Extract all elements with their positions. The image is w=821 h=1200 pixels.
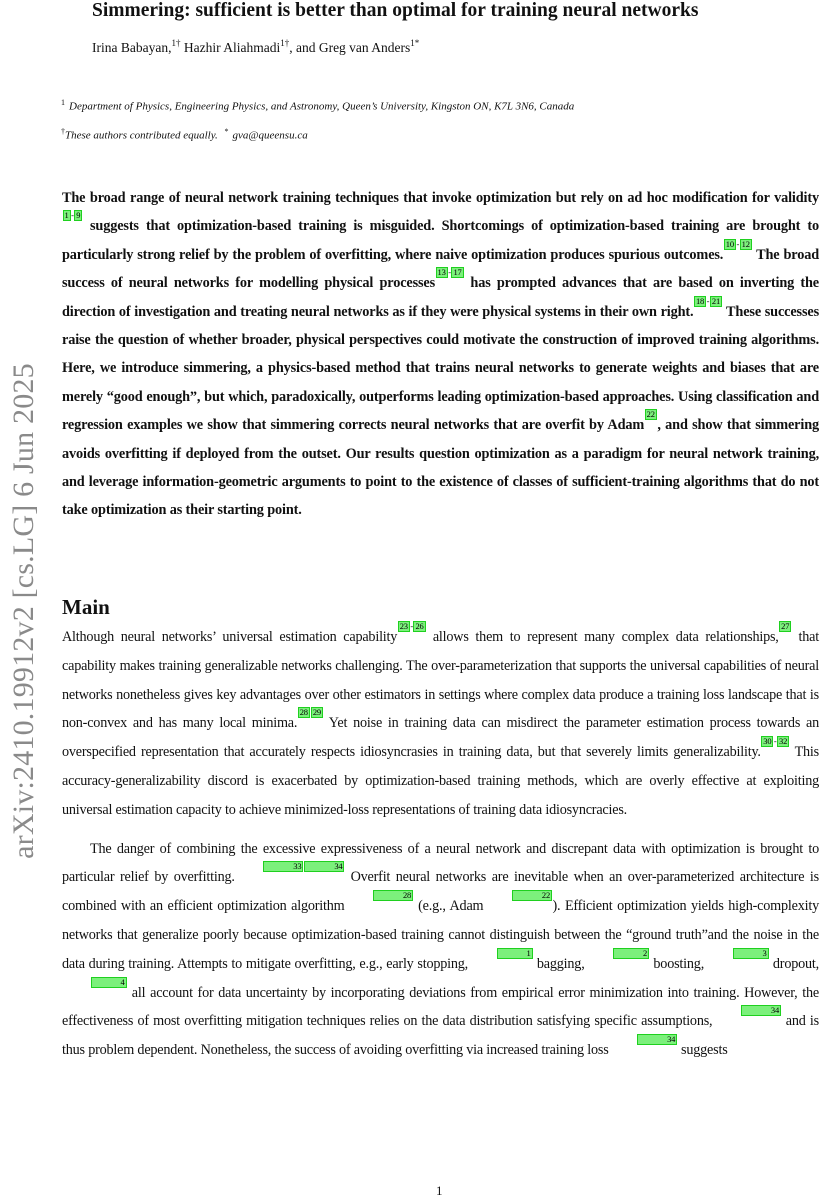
paragraph-text: ). Efficient optimization yields high-complexity networks that generalize poorly because optimization-based training cannot distinguish between the “ground truth”and the noise in the data during training. Attempts to mitigate overfitting, e.g., early stopping, — [62, 898, 819, 972]
corresponding-email[interactable]: gva@queensu.ca — [232, 129, 308, 142]
paragraph — [62, 835, 819, 1065]
citation-link[interactable]: 4 — [91, 977, 127, 988]
author-mark: 1† — [280, 37, 290, 48]
citation[interactable]: 23 - 26 — [399, 621, 424, 631]
citation[interactable] — [585, 948, 650, 959]
paragraph-text: all account for data uncertainty by incorporating deviations from empirical error minimization into training. However, the effectiveness of most overfitting mitigation techniques relies on the data distribution satisfying specific assumptions, — [62, 984, 819, 1030]
paragraph-text: Although neural networks’ universal estimation capability — [62, 629, 398, 645]
citation[interactable] — [344, 890, 413, 901]
equal-contribution-note: These authors contributed equally. — [65, 129, 218, 142]
abstract-text: suggests that optimization-based training is misguided. Shortcomings of optimization-based training are brought to particularly strong relief by the problem of overfitting, where naive optimization produces spurious outcomes. — [62, 218, 819, 263]
paragraph-text: that capability makes training generalizable networks challenging. The over-parameterization that supports the universal capabilities of neural networks nonetheless gives key advantages over other estimators in settings where complex data produce a training loss landscape that is non-convex and has many local minima. — [62, 629, 820, 732]
corresponding-mark: * — [224, 127, 229, 136]
author-mark: 1* — [410, 37, 420, 48]
citation[interactable]: 1 - 9 — [64, 210, 81, 221]
paragraph-text: Yet noise in training data can misdirect the parameter estimation process towards an overspecified representation that accurately respects idiosyncrasies in training data, but that severely limits generalizability. — [62, 715, 819, 761]
citation[interactable] — [704, 948, 769, 959]
abstract-text: The broad range of neural network training techniques that invoke optimization but rely on ad hoc modification for validity — [62, 190, 819, 206]
citation[interactable] — [644, 409, 657, 420]
citation-link[interactable]: 9 — [76, 210, 81, 221]
citation-link[interactable]: 32 — [779, 736, 788, 747]
abstract-text: The broad success of neural networks for modelling physical processes — [62, 246, 819, 292]
citation[interactable]: 13 - 17 — [437, 267, 462, 278]
citation-link[interactable]: 10 — [725, 238, 734, 249]
author-name: Hazhir Aliahmadi — [183, 40, 281, 55]
author-mark: 1† — [171, 37, 181, 48]
citation[interactable] — [235, 861, 345, 872]
citation-link[interactable]: 27 — [781, 621, 790, 631]
citation[interactable] — [779, 621, 792, 632]
author-name: , and Greg van Anders — [289, 40, 411, 55]
citation[interactable]: 30 - 32 — [763, 736, 788, 747]
citation-link[interactable]: 22 — [646, 409, 655, 420]
citation-link[interactable]: 28 — [299, 707, 308, 718]
author-notes — [61, 127, 308, 142]
author-list — [92, 37, 420, 56]
paragraph-text: This accuracy-generalizability discord is exacerbated by optimization-based training methods, which are overly effective at exploiting universal estimation capacity to achieve minimized-loss representations of training data idiosyncracies. — [62, 744, 819, 818]
citation-link[interactable]: 2 — [613, 948, 649, 959]
citation[interactable]: 10 - 12 — [725, 238, 750, 249]
abstract — [62, 184, 819, 525]
paragraph-text: Overfit neural networks are inevitable when an over-parameterized architecture is combined with an efficient optimization algorithm — [62, 869, 819, 915]
abstract-text: , and show that simmering avoids overfitting if deployed from the outset. Our results question optimization as a paradigm for neural network training, and leverage information-geometric arguments to point to the existence of classes of sufficient-training algorithms that do not take optimization as their starting point. — [62, 417, 820, 519]
paragraph-text: and is thus problem dependent. Nonetheless, the success of avoiding overfitting via increased training loss — [62, 1013, 819, 1059]
paragraph-text: (e.g., Adam — [413, 898, 484, 915]
paragraph-text: The danger of combining the excessive expressiveness of a neural network and discrepant data with optimization is brought to particular relief by overfitting. — [62, 840, 819, 886]
paragraph-text: allows them to represent many complex data relationships, — [426, 629, 779, 645]
paragraph-text: suggests — [677, 1042, 728, 1059]
affiliation-text: Department of Physics, Engineering Physics, and Astronomy, Queen’s University, Kingston ON, K7L 3N6, Canada — [69, 100, 575, 113]
arxiv-stamp-text: arXiv:2410.19912v2 [cs.LG] 6 Jun 2025 — [7, 362, 40, 859]
citation-link[interactable]: 3 — [733, 948, 769, 959]
equal-contribution-mark: † — [61, 127, 65, 136]
arxiv-identifier-stamp — [0, 318, 48, 903]
citation-link[interactable]: 17 — [453, 267, 462, 278]
citation[interactable] — [483, 890, 552, 901]
abstract-text: has prompted advances that are based on inverting the direction of investigation and treating neural networks as if they were physical systems in their own right. — [62, 275, 820, 320]
citation-link[interactable]: 29 — [312, 707, 321, 718]
citation-link[interactable]: 23 — [399, 621, 408, 631]
paragraph-text: bagging, — [533, 955, 585, 972]
citation-link[interactable]: 34 — [741, 1005, 781, 1016]
citation-link[interactable]: 18 — [695, 295, 705, 306]
paragraph — [62, 623, 819, 825]
section-heading: Main — [62, 595, 110, 619]
citation-link[interactable]: 21 — [711, 295, 721, 306]
citation-link[interactable]: 30 — [763, 736, 772, 747]
citation-link[interactable]: 28 — [373, 890, 413, 901]
citation-link[interactable]: 34 — [304, 861, 344, 872]
citation[interactable] — [62, 977, 127, 988]
citation-link[interactable]: 33 — [263, 861, 303, 872]
citation[interactable]: 18 - 21 — [695, 295, 721, 306]
paragraph-text: boosting, — [649, 955, 705, 972]
citation[interactable] — [609, 1034, 678, 1045]
paper-title: Simmering: sufficient is better than optimal for training neural networks — [92, 0, 699, 21]
citation-link[interactable]: 12 — [741, 238, 750, 249]
citation[interactable] — [712, 1005, 781, 1016]
page-number: 1 — [436, 1183, 443, 1198]
citation-link[interactable]: 22 — [512, 890, 552, 901]
affiliation — [61, 98, 574, 113]
citation[interactable] — [468, 948, 533, 959]
citation-link[interactable]: 1 — [64, 210, 69, 221]
abstract-text: These successes raise the question of whether broader, physical perspectives could motivate the construction of improved training algorithms. Here, we introduce simmering, a physics-based method that trains neural networks to generate weights and biases that are merely “good enough”, but which, paradoxically, outperforms leading optimization-based approaches. Using classification and regression examples we show that simmering corrects neural networks that are overfit by Adam — [62, 303, 819, 434]
section-body — [62, 623, 819, 1065]
citation-link[interactable]: 1 — [497, 948, 533, 959]
paragraph-text: dropout, — [769, 955, 819, 972]
citation-link[interactable]: 26 — [415, 621, 424, 631]
affiliation-mark: 1 — [61, 98, 65, 107]
citation-link[interactable]: 34 — [637, 1034, 677, 1045]
citation[interactable] — [297, 707, 323, 718]
author-name: Irina Babayan, — [92, 40, 172, 55]
citation-link[interactable]: 13 — [437, 267, 446, 278]
